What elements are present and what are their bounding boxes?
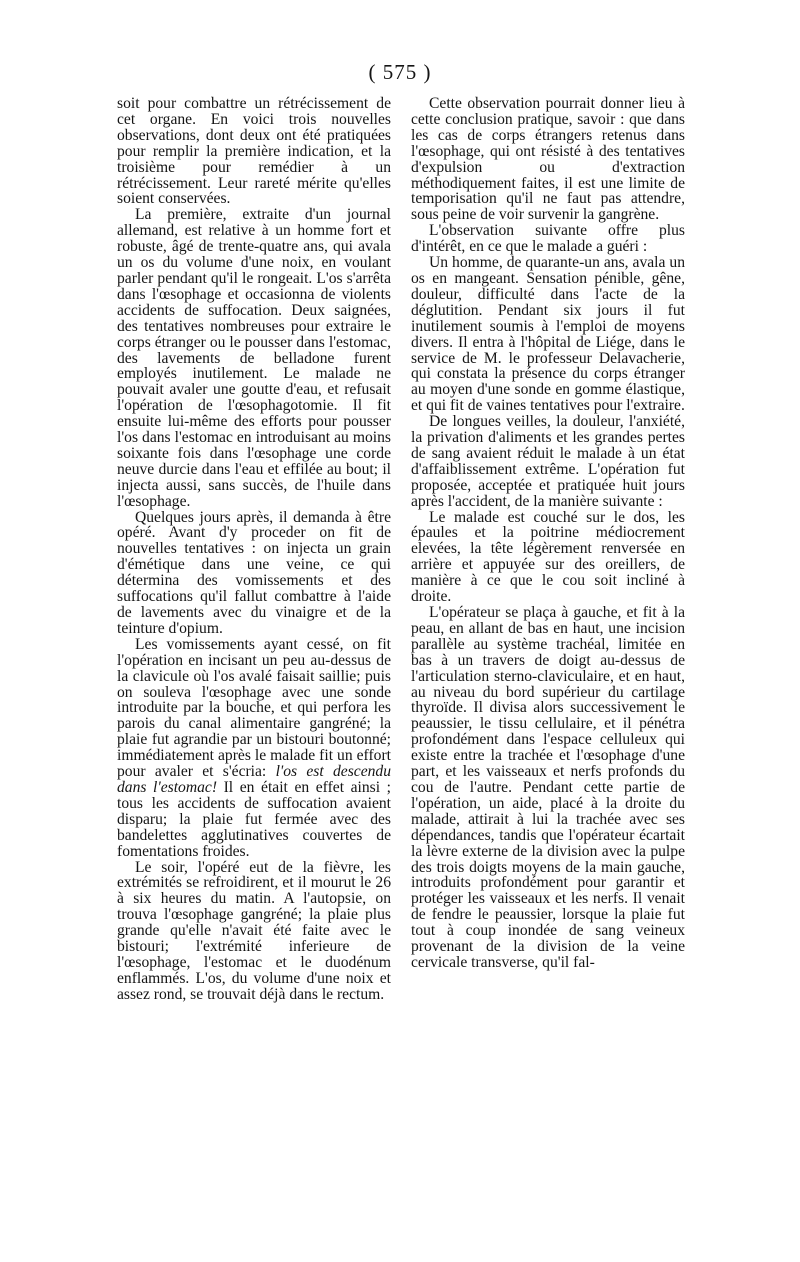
page-number: ( 575 ) <box>368 60 432 84</box>
paragraph-text: Les vomissements ayant cessé, on fit l'opération en incisant un peu au-dessus de la clavicule où l'os avalé faisait saillie; puis on souleva l'œsophage avec une sonde introduite par la bouche, et qui perfora les parois du canal alimentaire gangréné; la plaie fut agrandie par un bistouri boutonné; immédiatement après le malade fit un effort pour avaler et s'écria: <box>117 635 391 781</box>
paragraph: Le malade est couché sur le dos, les épaules et la poitrine médiocrement elevées, la tête légèrement renversée en arrière et appuyée sur des oreillers, de manière à ce que le cou soit incliné à droite. <box>411 508 685 606</box>
paragraph: Cette observation pourrait donner lieu à cette conclusion pratique, savoir : que dans les cas de corps étrangers retenus dans l'œsophage, qui ont résisté à des tentatives d'expulsion ou d'extraction méthodiquement faites, il est une limite de temporisation qu'il ne faut pas attendre, sous peine de voir survenir la gangrène. <box>411 95 685 224</box>
paragraph: La première, extraite d'un journal allemand, est relative à un homme fort et robuste, âgé de trente-quatre ans, qui avala un os du volume d'une noix, en voulant parler pendant qu'il le rongeait. L'os s'arrêta dans l'œsophage et occasionna de violents accidents de suffocation. Deux saignées, des tentatives nombreuses pour extraire le corps étranger ou le pousser dans l'estomac, des lavements de belladone furent employés inutilement. Le malade ne pouvait avaler une goutte d'eau, et refusait l'opération de l'œsophagotomie. Il fit ensuite lui-même des efforts pour pousser l'os dans l'estomac en introduisant au moins soixante fois dans l'œsophage une corde neuve durcie dans l'eau et effilée au bout; il injecta aussi, sans succès, de l'huile dans l'œsophage. <box>117 206 391 510</box>
paragraph: Le soir, l'opéré eut de la fièvre, les extrémités se refroidirent, et il mourut le 26 à six heures du matin. A l'autopsie, on trouva l'œsophage gangréné; la plaie plus grande qu'elle n'avait été faite avec le bistouri; l'extrémité inferieure de l'œsophage, l'estomac et le duodénum enflammés. L'os, du volume d'une noix et assez rond, se trouvait déjà dans le rectum. <box>117 858 391 1003</box>
paragraph: Un homme, de quarante-un ans, avala un os en mangeant. Sensation pénible, gêne, douleur, difficulté dans l'acte de la déglutition. Pendant six jours il fut inutilement soumis à l'emploi de moyens divers. Il entra à l'hôpital de Liége, dans le service de M. le professeur Delavacherie, qui constata la présence du corps étranger au moyen d'une sonde en gomme élastique, et qui fit de vaines tentatives pour l'extraire. <box>411 254 685 415</box>
left-column <box>117 96 391 1003</box>
paragraph: De longues veilles, la douleur, l'anxiété, la privation d'aliments et les grandes pertes de sang avaient réduit le malade à un état d'affaiblissement extrême. L'opération fut proposée, acceptée et pratiquée huit jours après l'accident, de la manière suivante : <box>411 413 685 510</box>
paragraph: soit pour combattre un rétrécissement de cet organe. En voici trois nouvelles observations, dont deux ont été pratiquées pour remplir la première indication, et la troisième pour remédier à un rétrécissement. Leur rareté mérite qu'elles soient conservées. <box>117 95 391 208</box>
paragraph-text: Il en était en effet ainsi ; tous les accidents de suffocation avaient disparu; la plaie fut fermée avec des bandelettes agglutinatives couvertes de fomentations froides. <box>117 778 391 860</box>
right-column <box>411 96 685 971</box>
paragraph: L'observation suivante offre plus d'intérêt, en ce que le malade a guéri : <box>411 222 685 256</box>
paragraph <box>117 637 391 860</box>
italic-quote: l'os est descendu dans l'estomac! <box>117 763 391 796</box>
paragraph: L'opérateur se plaça à gauche, et fit à la peau, en allant de bas en haut, une incision parallèle au système trachéal, limitée en bas à un travers de doigt au-dessus de l'articulation sterno-claviculaire, et en haut, au niveau du bord supérieur du cartilage thyroïde. Il divisa alors successivement le peaussier, le tissu cellulaire, et il pénétra profondément dans l'espace celluleux qui existe entre la trachée et l'œsophage d'une part, et les vaisseaux et nerfs profonds du cou de l'autre. Pendant cette partie de l'opération, un aide, placé à la droite du malade, attirait à lui la trachée avec ses dépendances, tandis que l'opérateur écartait la lèvre externe de la division avec la pulpe des trois doigts moyens de la main gauche, introduits profondément pour garantir et protéger les vaisseaux et les nerfs. Il venait de fendre le peaussier, lorsque la plaie fut tout à coup inondée de sang veineux provenant de la division de la veine cervicale transverse, qu'il fal- <box>411 604 685 971</box>
paragraph: Quelques jours après, il demanda à être opéré. Avant d'y proceder on fit de nouvelles tentatives : on injecta un grain d'émétique dans une veine, ce qui détermina des vomissements et des suffocations qu'il fallut combattre à l'aide de lavements avec du vinaigre et de la teinture d'opium. <box>117 508 391 637</box>
